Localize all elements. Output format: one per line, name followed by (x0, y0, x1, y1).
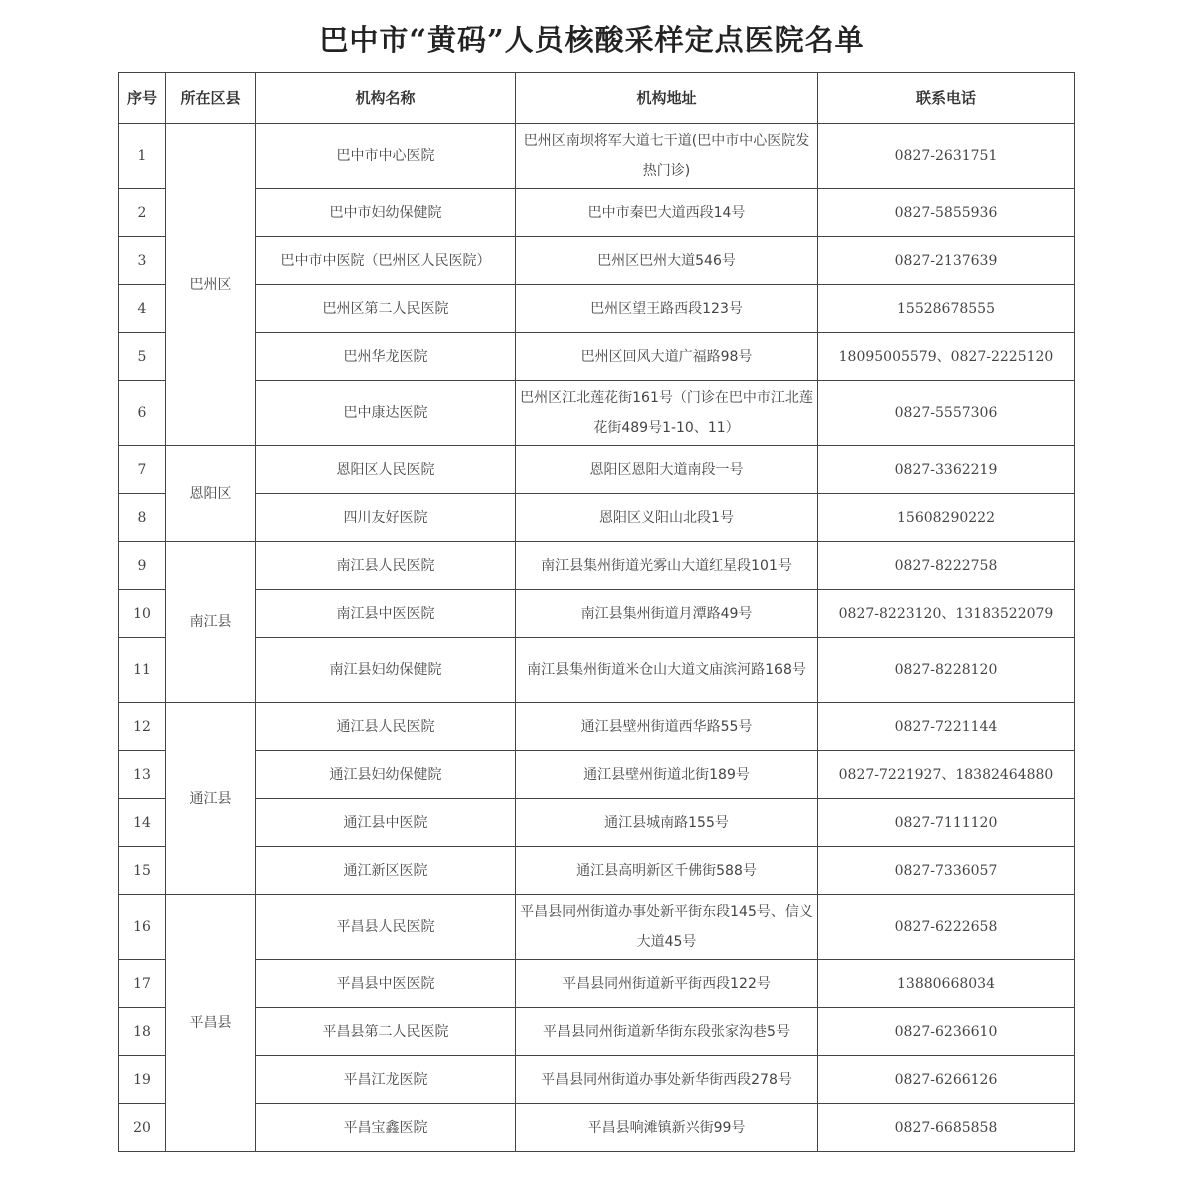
row-index: 19 (119, 1056, 166, 1104)
header-cell-address: 机构地址 (516, 73, 818, 124)
row-index: 4 (119, 285, 166, 333)
institution-name: 平昌县人民医院 (256, 895, 516, 960)
table-row (119, 751, 1075, 799)
institution-address: 巴州区江北莲花街161号（门诊在巴中市江北莲花街489号1-10、11） (516, 381, 818, 446)
row-index: 13 (119, 751, 166, 799)
district-cell: 恩阳区 (166, 446, 256, 542)
institution-address: 南江县集州街道米仓山大道文庙滨河路168号 (516, 638, 818, 703)
row-index: 20 (119, 1104, 166, 1152)
institution-name: 四川友好医院 (256, 494, 516, 542)
contact-phone: 0827-8228120 (818, 638, 1075, 703)
contact-phone: 0827-6222658 (818, 895, 1075, 960)
table-row (119, 1056, 1075, 1104)
institution-address: 平昌县同州街道新华街东段张家沟巷5号 (516, 1008, 818, 1056)
institution-address: 南江县集州街道月潭路49号 (516, 590, 818, 638)
institution-address: 通江县壁州街道北街189号 (516, 751, 818, 799)
institution-name: 平昌江龙医院 (256, 1056, 516, 1104)
row-index: 3 (119, 237, 166, 285)
institution-name: 平昌宝鑫医院 (256, 1104, 516, 1152)
table-row (119, 381, 1075, 446)
institution-name: 恩阳区人民医院 (256, 446, 516, 494)
row-index: 6 (119, 381, 166, 446)
institution-name: 南江县人民医院 (256, 542, 516, 590)
institution-name: 通江县妇幼保健院 (256, 751, 516, 799)
institution-address: 恩阳区义阳山北段1号 (516, 494, 818, 542)
contact-phone: 0827-7221927、18382464880 (818, 751, 1075, 799)
contact-phone: 0827-6266126 (818, 1056, 1075, 1104)
row-index: 14 (119, 799, 166, 847)
table-row (119, 189, 1075, 237)
institution-name: 巴州华龙医院 (256, 333, 516, 381)
institution-address: 平昌县同州街道办事处新平街东段145号、信义大道45号 (516, 895, 818, 960)
institution-address: 巴州区南坝将军大道七干道(巴中市中心医院发热门诊) (516, 124, 818, 189)
institution-address: 巴中市秦巴大道西段14号 (516, 189, 818, 237)
table-row (119, 703, 1075, 751)
row-index: 18 (119, 1008, 166, 1056)
institution-address: 平昌县同州街道办事处新华街西段278号 (516, 1056, 818, 1104)
row-index: 2 (119, 189, 166, 237)
institution-name: 巴中市中医院（巴州区人民医院） (256, 237, 516, 285)
contact-phone: 0827-6236610 (818, 1008, 1075, 1056)
contact-phone: 0827-7221144 (818, 703, 1075, 751)
institution-address: 巴州区回风大道广福路98号 (516, 333, 818, 381)
institution-address: 恩阳区恩阳大道南段一号 (516, 446, 818, 494)
table-row (119, 333, 1075, 381)
institution-name: 平昌县第二人民医院 (256, 1008, 516, 1056)
district-cell: 平昌县 (166, 895, 256, 1152)
institution-address: 通江县壁州街道西华路55号 (516, 703, 818, 751)
contact-phone: 0827-5557306 (818, 381, 1075, 446)
institution-name: 南江县妇幼保健院 (256, 638, 516, 703)
contact-phone: 18095005579、0827-2225120 (818, 333, 1075, 381)
institution-name: 南江县中医医院 (256, 590, 516, 638)
district-cell: 巴州区 (166, 124, 256, 446)
institution-name: 通江县中医院 (256, 799, 516, 847)
institution-address: 通江县高明新区千佛街588号 (516, 847, 818, 895)
header-cell-index: 序号 (119, 73, 166, 124)
table-row (119, 895, 1075, 960)
contact-phone: 0827-6685858 (818, 1104, 1075, 1152)
row-index: 16 (119, 895, 166, 960)
institution-name: 通江新区医院 (256, 847, 516, 895)
page-title: 巴中市“黄码”人员核酸采样定点医院名单 (319, 23, 865, 57)
table-row (119, 446, 1075, 494)
table-row (119, 847, 1075, 895)
table-row (119, 1104, 1075, 1152)
institution-name: 巴中市中心医院 (256, 124, 516, 189)
district-cell: 通江县 (166, 703, 256, 895)
contact-phone: 13880668034 (818, 960, 1075, 1008)
table-row (119, 237, 1075, 285)
row-index: 17 (119, 960, 166, 1008)
contact-phone: 0827-8222758 (818, 542, 1075, 590)
contact-phone: 0827-2137639 (818, 237, 1075, 285)
row-index: 8 (119, 494, 166, 542)
contact-phone: 0827-5855936 (818, 189, 1075, 237)
institution-address: 巴州区巴州大道546号 (516, 237, 818, 285)
table-row (119, 124, 1075, 189)
contact-phone: 0827-2631751 (818, 124, 1075, 189)
contact-phone: 15608290222 (818, 494, 1075, 542)
institution-address: 南江县集州街道光雾山大道红星段101号 (516, 542, 818, 590)
contact-phone: 0827-8223120、13183522079 (818, 590, 1075, 638)
hospital-table (118, 72, 1075, 1152)
contact-phone: 0827-7336057 (818, 847, 1075, 895)
institution-name: 平昌县中医医院 (256, 960, 516, 1008)
table-row (119, 542, 1075, 590)
row-index: 11 (119, 638, 166, 703)
district-cell: 南江县 (166, 542, 256, 703)
row-index: 12 (119, 703, 166, 751)
row-index: 7 (119, 446, 166, 494)
row-index: 5 (119, 333, 166, 381)
institution-address: 通江县城南路155号 (516, 799, 818, 847)
institution-address: 巴州区望王路西段123号 (516, 285, 818, 333)
contact-phone: 15528678555 (818, 285, 1075, 333)
table-row (119, 590, 1075, 638)
institution-address: 平昌县响滩镇新兴街99号 (516, 1104, 818, 1152)
table-body (119, 124, 1075, 1152)
institution-name: 巴州区第二人民医院 (256, 285, 516, 333)
row-index: 15 (119, 847, 166, 895)
table-row (119, 960, 1075, 1008)
table-row (119, 1008, 1075, 1056)
row-index: 10 (119, 590, 166, 638)
row-index: 1 (119, 124, 166, 189)
table-row (119, 285, 1075, 333)
table-row (119, 494, 1075, 542)
institution-name: 巴中市妇幼保健院 (256, 189, 516, 237)
header-cell-district: 所在区县 (166, 73, 256, 124)
table-header-row (119, 73, 1075, 124)
row-index: 9 (119, 542, 166, 590)
institution-name: 通江县人民医院 (256, 703, 516, 751)
institution-name: 巴中康达医院 (256, 381, 516, 446)
institution-address: 平昌县同州街道新平街西段122号 (516, 960, 818, 1008)
table-row (119, 799, 1075, 847)
table-row (119, 638, 1075, 703)
contact-phone: 0827-7111120 (818, 799, 1075, 847)
header-cell-name: 机构名称 (256, 73, 516, 124)
header-cell-phone: 联系电话 (818, 73, 1075, 124)
contact-phone: 0827-3362219 (818, 446, 1075, 494)
